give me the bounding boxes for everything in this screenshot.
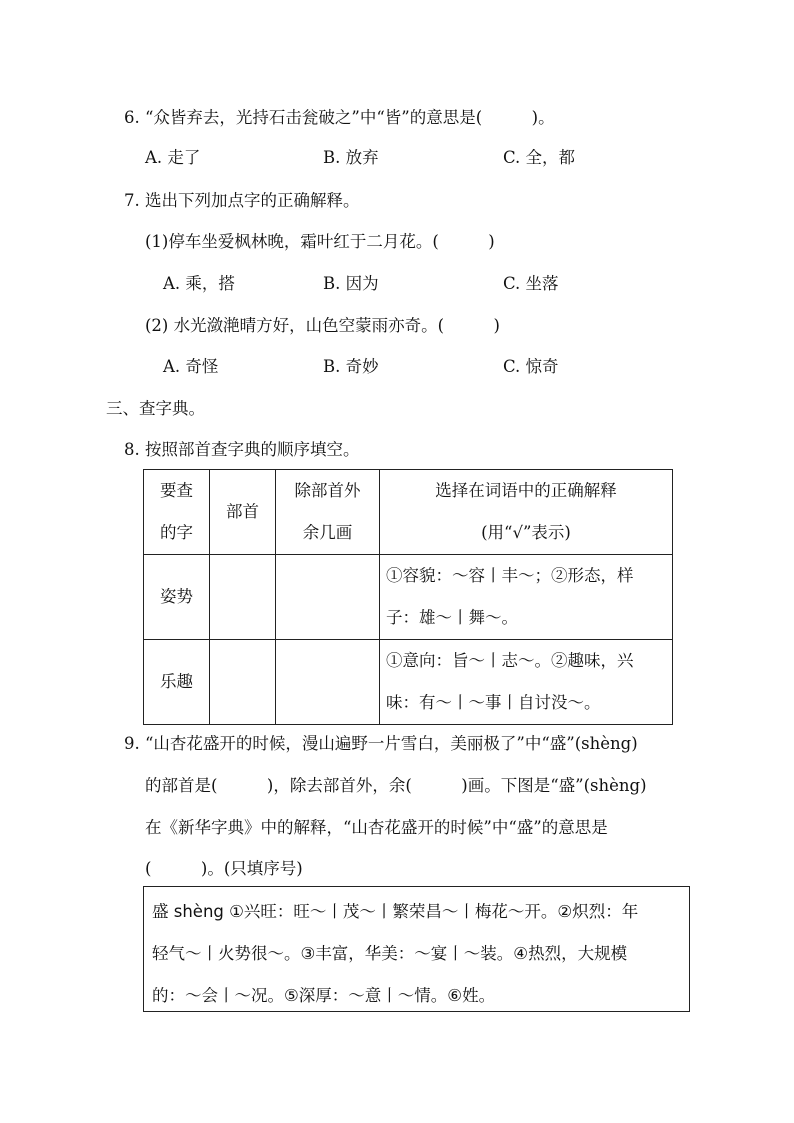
row1-radical-blank[interactable] (210, 555, 276, 640)
q9-line-3: 在《新华字典》中的解释，“山杏花盛开的时候”中“盛”的意思是 (145, 818, 608, 837)
row2-meaning (380, 640, 673, 725)
table-row (144, 640, 673, 725)
header-char (144, 470, 210, 555)
header-radical-label: 部首 (226, 502, 259, 521)
dictionary-entry-line-3: 的：～会丨～况。⑤深厚：～意丨～情。⑥姓。 (152, 986, 496, 1005)
dictionary-entry-box (143, 886, 690, 1012)
q7-stem: 7. 选出下列加点字的正确解释。 (124, 191, 360, 210)
q7-sub2-stem: (2) 水光潋滟晴方好，山色空蒙雨亦奇。( ) (145, 316, 500, 335)
row1-meaning (380, 555, 673, 640)
q7-sub2-option-a: A. 奇怪 (163, 357, 219, 376)
q9-line-2: 的部首是( )，除去部首外，余( )画。下图是“盛”(shèng) (145, 776, 647, 795)
header-radical (210, 470, 276, 555)
row1-strokes-blank[interactable] (276, 555, 380, 640)
header-meaning-label: 选择在词语中的正确解释 (用“√”表示) (435, 481, 617, 542)
dictionary-entry-line-2: 轻气～丨火势很～。③丰富，华美：～宴丨～装。④热烈，大规模 (152, 944, 628, 963)
q6-option-c: C. 全，都 (503, 148, 576, 167)
q9-line-1: 9. “山杏花盛开的时候，漫山遍野一片雪白，美丽极了”中“盛”(shèng) (124, 734, 638, 753)
q7-sub1-option-c: C. 坐落 (503, 274, 559, 293)
row1-meaning-line2: 子：雄～丨舞～。 (386, 608, 518, 627)
q7-sub1-option-b: B. 因为 (323, 274, 379, 293)
q6-stem: 6. “众皆弃去，光持石击瓮破之”中“皆”的意思是( )。 (124, 108, 555, 127)
q7-sub2-option-c: C. 惊奇 (503, 357, 559, 376)
table-row (144, 555, 673, 640)
row1-word: 姿势 (144, 555, 210, 640)
header-char-label: 要查 的字 (160, 481, 193, 542)
q9-line-4: ( )。(只填序号) (145, 859, 303, 878)
row2-meaning-line2: 味：有～丨～事丨自讨没～。 (386, 693, 601, 712)
row2-strokes-blank[interactable] (276, 640, 380, 725)
row1-meaning-line1: ①容貌：～容丨丰～；②形态，样 (386, 566, 634, 585)
header-strokes (276, 470, 380, 555)
q7-sub1-stem: (1)停车坐爱枫林晚，霜叶红于二月花。( ) (145, 232, 495, 251)
table-header-row (144, 470, 673, 555)
header-strokes-label: 除部首外 余几画 (294, 481, 361, 542)
dictionary-table (143, 469, 673, 725)
q6-option-b: B. 放弃 (323, 148, 379, 167)
header-meaning (380, 470, 673, 555)
row2-meaning-line1: ①意向：旨～丨志～。②趣味，兴 (386, 651, 634, 670)
dictionary-entry-line-1: 盛 shèng ①兴旺：旺～丨茂～丨繁荣昌～丨梅花～开。②炽烈：年 (152, 902, 639, 921)
q6-option-a: A. 走了 (145, 148, 201, 167)
row2-word: 乐趣 (144, 640, 210, 725)
q7-sub2-option-b: B. 奇妙 (323, 357, 379, 376)
row2-radical-blank[interactable] (210, 640, 276, 725)
q8-stem: 8. 按照部首查字典的顺序填空。 (124, 440, 360, 459)
section-title: 三、查字典。 (106, 399, 205, 418)
q7-sub1-option-a: A. 乘，搭 (163, 274, 235, 293)
